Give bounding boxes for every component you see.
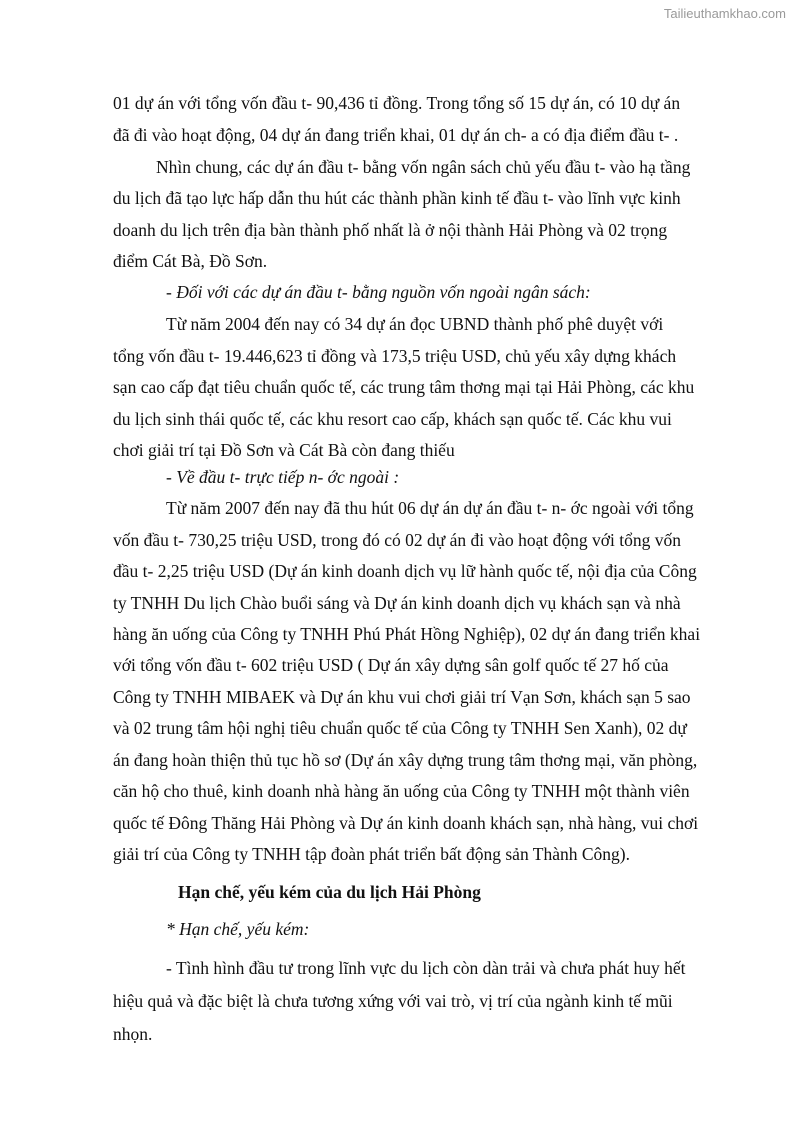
- text-line: tổng vốn đầu t- 19.446,623 tỉ đồng và 173,5 triệu USD, chủ yếu xây dựng khách: [113, 346, 677, 366]
- text-line: doanh du lịch trên địa bàn thành phố nhất là ở nội thành Hải Phòng và 02 trọng: [113, 220, 668, 240]
- text-line: quốc tế Đông Thăng Hải Phòng và Dự án kinh doanh khách sạn, nhà hàng, vui chơi: [113, 813, 699, 833]
- section-heading: - Đối với các dự án đầu t- bằng nguồn vốn ngoài ngân sách:: [166, 282, 591, 302]
- text-line: đã đi vào hoạt động, 04 dự án đang triển khai, 01 dự án ch- a có địa điểm đầu t- .: [113, 125, 679, 145]
- text-line: hiệu quả và đặc biệt là chưa tương xứng với vai trò, vị trí của ngành kinh tế mũi: [113, 991, 673, 1011]
- text-line: đầu t- 2,25 triệu USD (Dự án kinh doanh dịch vụ lữ hành quốc tế, nội địa của Công: [113, 561, 697, 581]
- text-line: và 02 trung tâm hội nghị tiêu chuẩn quốc tế của Công ty TNHH Sen Xanh), 02 dự: [113, 718, 687, 738]
- text-line: sạn cao cấp đạt tiêu chuẩn quốc tế, các trung tâm thơng mại tại Hải Phòng, các khu: [113, 377, 695, 397]
- text-line: căn hộ cho thuê, kinh doanh nhà hàng ăn uống của Công ty TNHH một thành viên: [113, 781, 690, 801]
- text-line: điểm Cát Bà, Đồ Sơn.: [113, 251, 268, 271]
- text-line: du lịch đã tạo lực hấp dẫn thu hút các thành phần kinh tế đầu t- vào lĩnh vực kinh: [113, 188, 681, 208]
- text-line: 01 dự án với tổng vốn đầu t- 90,436 tỉ đồng. Trong tổng số 15 dự án, có 10 dự án: [113, 93, 681, 113]
- text-line: Từ năm 2004 đến nay có 34 dự án đọc UBND thành phố phê duyệt với: [166, 314, 664, 334]
- text-line: giải trí của Công ty TNHH tập đoàn phát triển bất động sản Thành Công).: [113, 844, 630, 864]
- text-line: với tổng vốn đầu t- 602 triệu USD ( Dự án xây dựng sân golf quốc tế 27 hố của: [113, 655, 669, 675]
- text-line: án đang hoàn thiện thủ tục hồ sơ (Dự án xây dựng trung tâm thơng mại, văn phòng,: [113, 750, 698, 770]
- subsection-label: * Hạn chế, yếu kém:: [166, 919, 310, 939]
- text-line: ty TNHH Du lịch Chào buổi sáng và Dự án kinh doanh dịch vụ khách sạn và nhà: [113, 593, 681, 613]
- text-line: chơi giải trí tại Đồ Sơn và Cát Bà còn đang thiếu: [113, 440, 455, 460]
- text-line: nhọn.: [113, 1024, 153, 1044]
- section-title: Hạn chế, yếu kém của du lịch Hải Phòng: [178, 882, 481, 902]
- section-heading: - Về đầu t- trực tiếp n- ớc ngoài :: [166, 467, 400, 487]
- watermark-text: Tailieuthamkhao.com: [663, 6, 786, 21]
- text-line: hàng ăn uống của Công ty TNHH Phú Phát Hồng Nghiệp), 02 dự án đang triển khai: [113, 624, 701, 644]
- text-line: vốn đầu t- 730,25 triệu USD, trong đó có 02 dự án đi vào hoạt động với tổng vốn: [113, 530, 681, 550]
- text-line: Nhìn chung, các dự án đầu t- bằng vốn ngân sách chủ yếu đầu t- vào hạ tầng: [156, 157, 691, 177]
- text-line: - Tình hình đầu tư trong lĩnh vực du lịch còn dàn trải và chưa phát huy hết: [166, 958, 686, 978]
- text-line: Từ năm 2007 đến nay đã thu hút 06 dự án dự án đầu t- n- ớc ngoài với tổng: [166, 498, 694, 518]
- text-line: du lịch sinh thái quốc tế, các khu resort cao cấp, khách sạn quốc tế. Các khu vui: [113, 409, 672, 429]
- text-line: Công ty TNHH MIBAEK và Dự án khu vui chơi giải trí Vạn Sơn, khách sạn 5 sao: [113, 687, 691, 707]
